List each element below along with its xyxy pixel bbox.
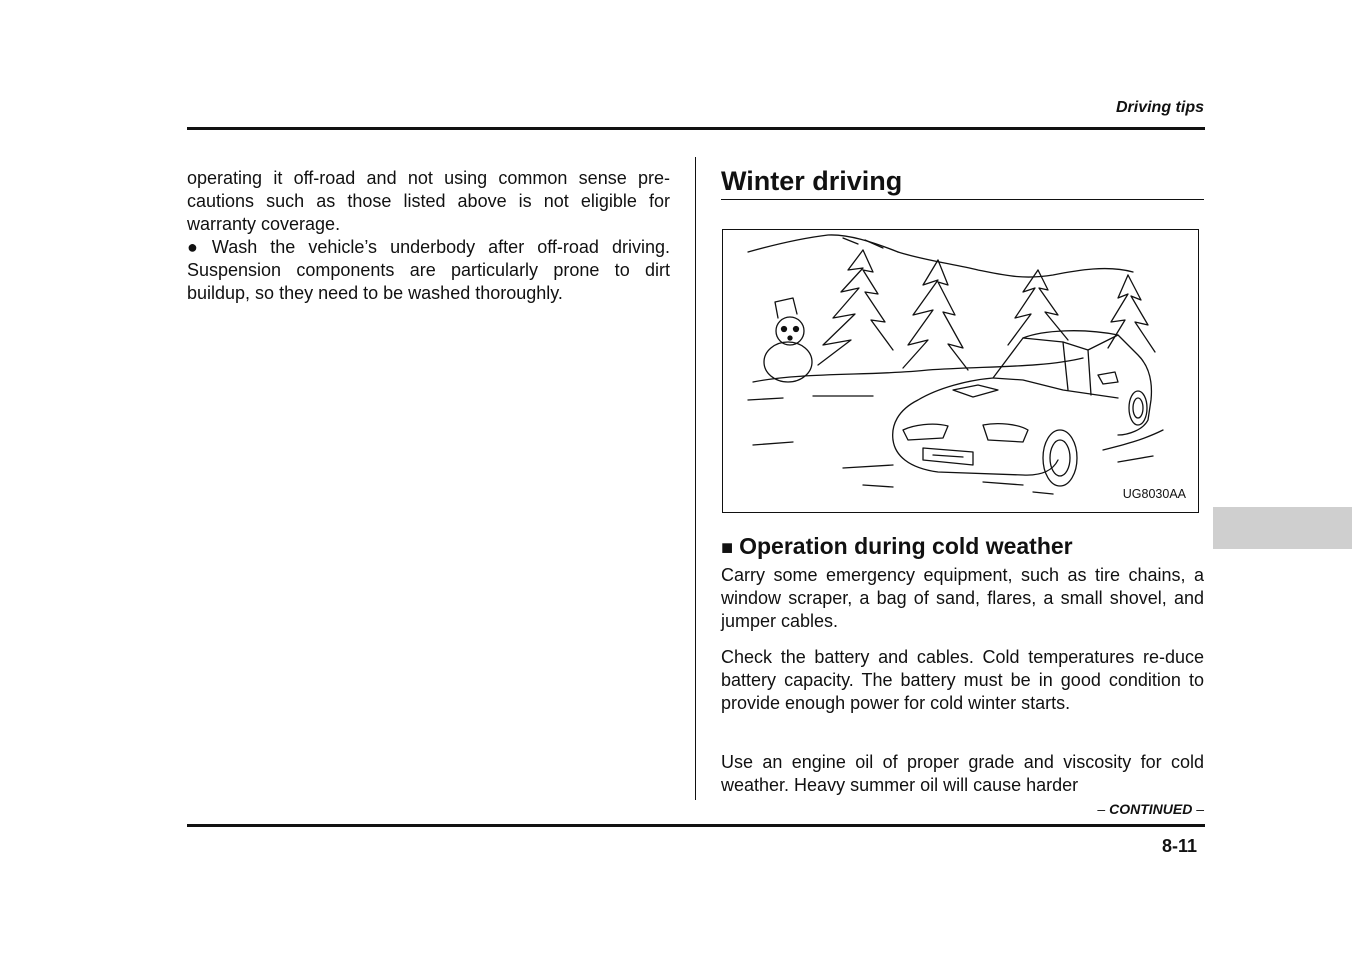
right-column	[721, 164, 1204, 795]
header-rule	[187, 127, 1205, 130]
bullet-text: Wash the vehicle’s underbody after off-road driving. Suspension components are particularly prone to dirt buildup, so they need to be washed thoroughly.	[187, 237, 670, 303]
paragraph: Use an engine oil of proper grade and viscosity for cold weather. Heavy summer oil will cause harder	[721, 752, 1204, 795]
section-title: Winter driving	[721, 164, 1204, 200]
continued-label	[1097, 801, 1204, 817]
dash: –	[1097, 801, 1106, 817]
paragraph: Check the battery and cables. Cold temperatures re-duce battery capacity. The battery must be in good condition to provide enough power for cold winter starts.	[721, 647, 1204, 713]
winter-scene-drawing	[723, 230, 1198, 512]
figure-code: UG8030AA	[1122, 487, 1186, 501]
page-number: 8-11	[1161, 836, 1197, 856]
continued-text: CONTINUED	[1109, 801, 1193, 817]
bullet-icon: ●	[187, 237, 206, 257]
footer-rule	[187, 824, 1205, 827]
running-header: Driving tips	[1115, 99, 1204, 116]
column-divider	[695, 157, 696, 800]
mountain-line	[748, 235, 898, 252]
chapter-tab	[1213, 507, 1352, 549]
paragraph: Carry some emergency equipment, such as tire chains, a window scraper, a bag of sand, flares, a small shovel, and jumper cables.	[721, 565, 1204, 631]
square-bullet-icon: ■	[721, 537, 734, 559]
left-column	[187, 167, 670, 305]
subsection-title	[721, 532, 1073, 562]
subsection-title-text: Operation during cold weather	[739, 533, 1073, 559]
winter-scene-illustration	[722, 229, 1199, 513]
dash: –	[1196, 801, 1204, 817]
bullet-item	[187, 236, 670, 305]
mountain-line	[898, 252, 1133, 277]
paragraph: operating it off-road and not using common sense pre-cautions such as those listed above is not eligible for warranty coverage.	[187, 168, 670, 234]
